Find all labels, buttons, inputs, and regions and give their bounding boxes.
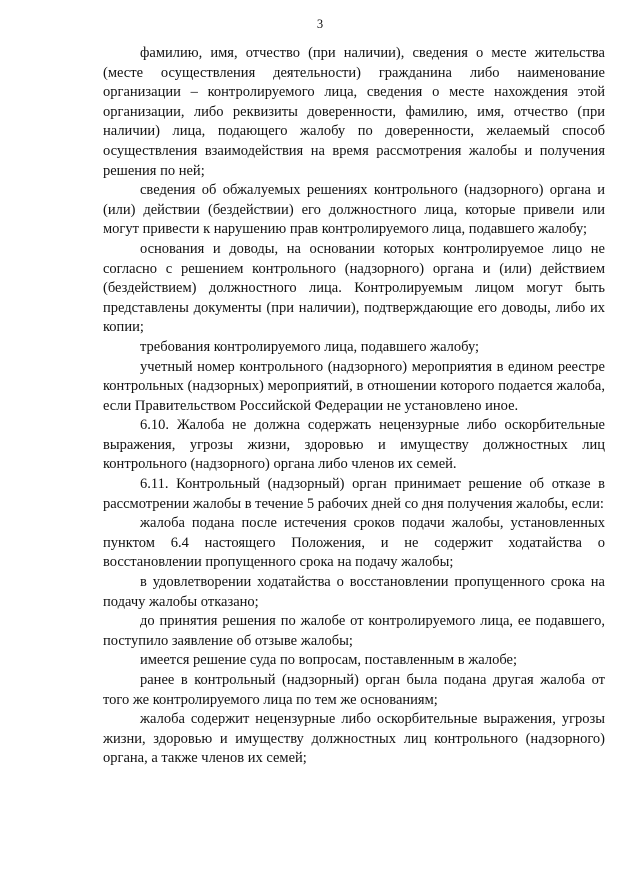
- paragraph-applicant-details: фамилию, имя, отчество (при наличии), сведения о месте жительства (месте осуществления деятельности) гражданина либо наименование организации – контролируемого лица, сведения о месте нахождения этой организации, либо реквизиты доверенности, фамилию, имя, отчество (при наличии) лица, подающего жалобу по доверенности, желаемый способ осуществления взаимодействия на время рассмотрения жалобы и получения решения по ней;: [103, 45, 605, 179]
- paragraph-6-10: 6.10. Жалоба не должна содержать нецензурные либо оскорбительные выражения, угрозы жизни, здоровью и имуществу должностных лиц контрольного (надзорного) органа либо членов их семей.: [103, 417, 605, 473]
- paragraph-petition-denied: в удовлетворении ходатайства о восстановлении пропущенного срока на подачу жалобы отказано;: [103, 574, 605, 610]
- paragraph-court-decision: имеется решение суда по вопросам, поставленным в жалобе;: [140, 652, 517, 669]
- page-number: 3: [316, 17, 324, 31]
- paragraph-6-11: 6.11. Контрольный (надзорный) орган принимает решение об отказе в рассмотрении жалобы в течение 5 рабочих дней со дня получения жалобы, если:: [103, 476, 605, 512]
- paragraph-requirements: требования контролируемого лица, подавшего жалобу;: [140, 338, 480, 355]
- document-body: [103, 44, 605, 769]
- paragraph-complaint-withdrawn: до принятия решения по жалобе от контролируемого лица, ее подавшего, поступило заявление об отзыве жалобы;: [103, 613, 605, 649]
- paragraph-grounds-and-arguments: основания и доводы, на основании которых контролируемое лицо не согласно с решением контрольного (надзорного) органа и (или) действием (бездействием) должностного лица. Контролируемым лицом могут быть представлены документы (при наличии), подтверждающие его доводы, либо их копии;: [103, 240, 605, 336]
- paragraph-offensive-content: жалоба содержит нецензурные либо оскорбительные выражения, угрозы жизни, здоровью и имуществу должностных лиц контрольного (надзорного) органа, а также членов их семей;: [103, 711, 605, 767]
- paragraph-registration-number: учетный номер контрольного (надзорного) мероприятия в едином реестре контрольных (надзорных) мероприятий, в отношении которого подается жалоба, если Правительством Российской Федерации не установлено иное.: [103, 358, 605, 414]
- paragraph-deadline-missed: жалоба подана после истечения сроков подачи жалобы, установленных пунктом 6.4 настоящего Положения, и не содержит ходатайства о восстановлении пропущенного срока на подачу жалобы;: [103, 515, 605, 571]
- paragraph-appealed-decisions: сведения об обжалуемых решениях контрольного (надзорного) органа и (или) действии (бездействии) его должностного лица, которые привели или могут привести к нарушению прав контролируемого лица, подавшего жалобу;: [103, 182, 605, 238]
- paragraph-duplicate-complaint: ранее в контрольный (надзорный) орган была подана другая жалоба от того же контролируемого лица по тем же основаниям;: [103, 672, 605, 708]
